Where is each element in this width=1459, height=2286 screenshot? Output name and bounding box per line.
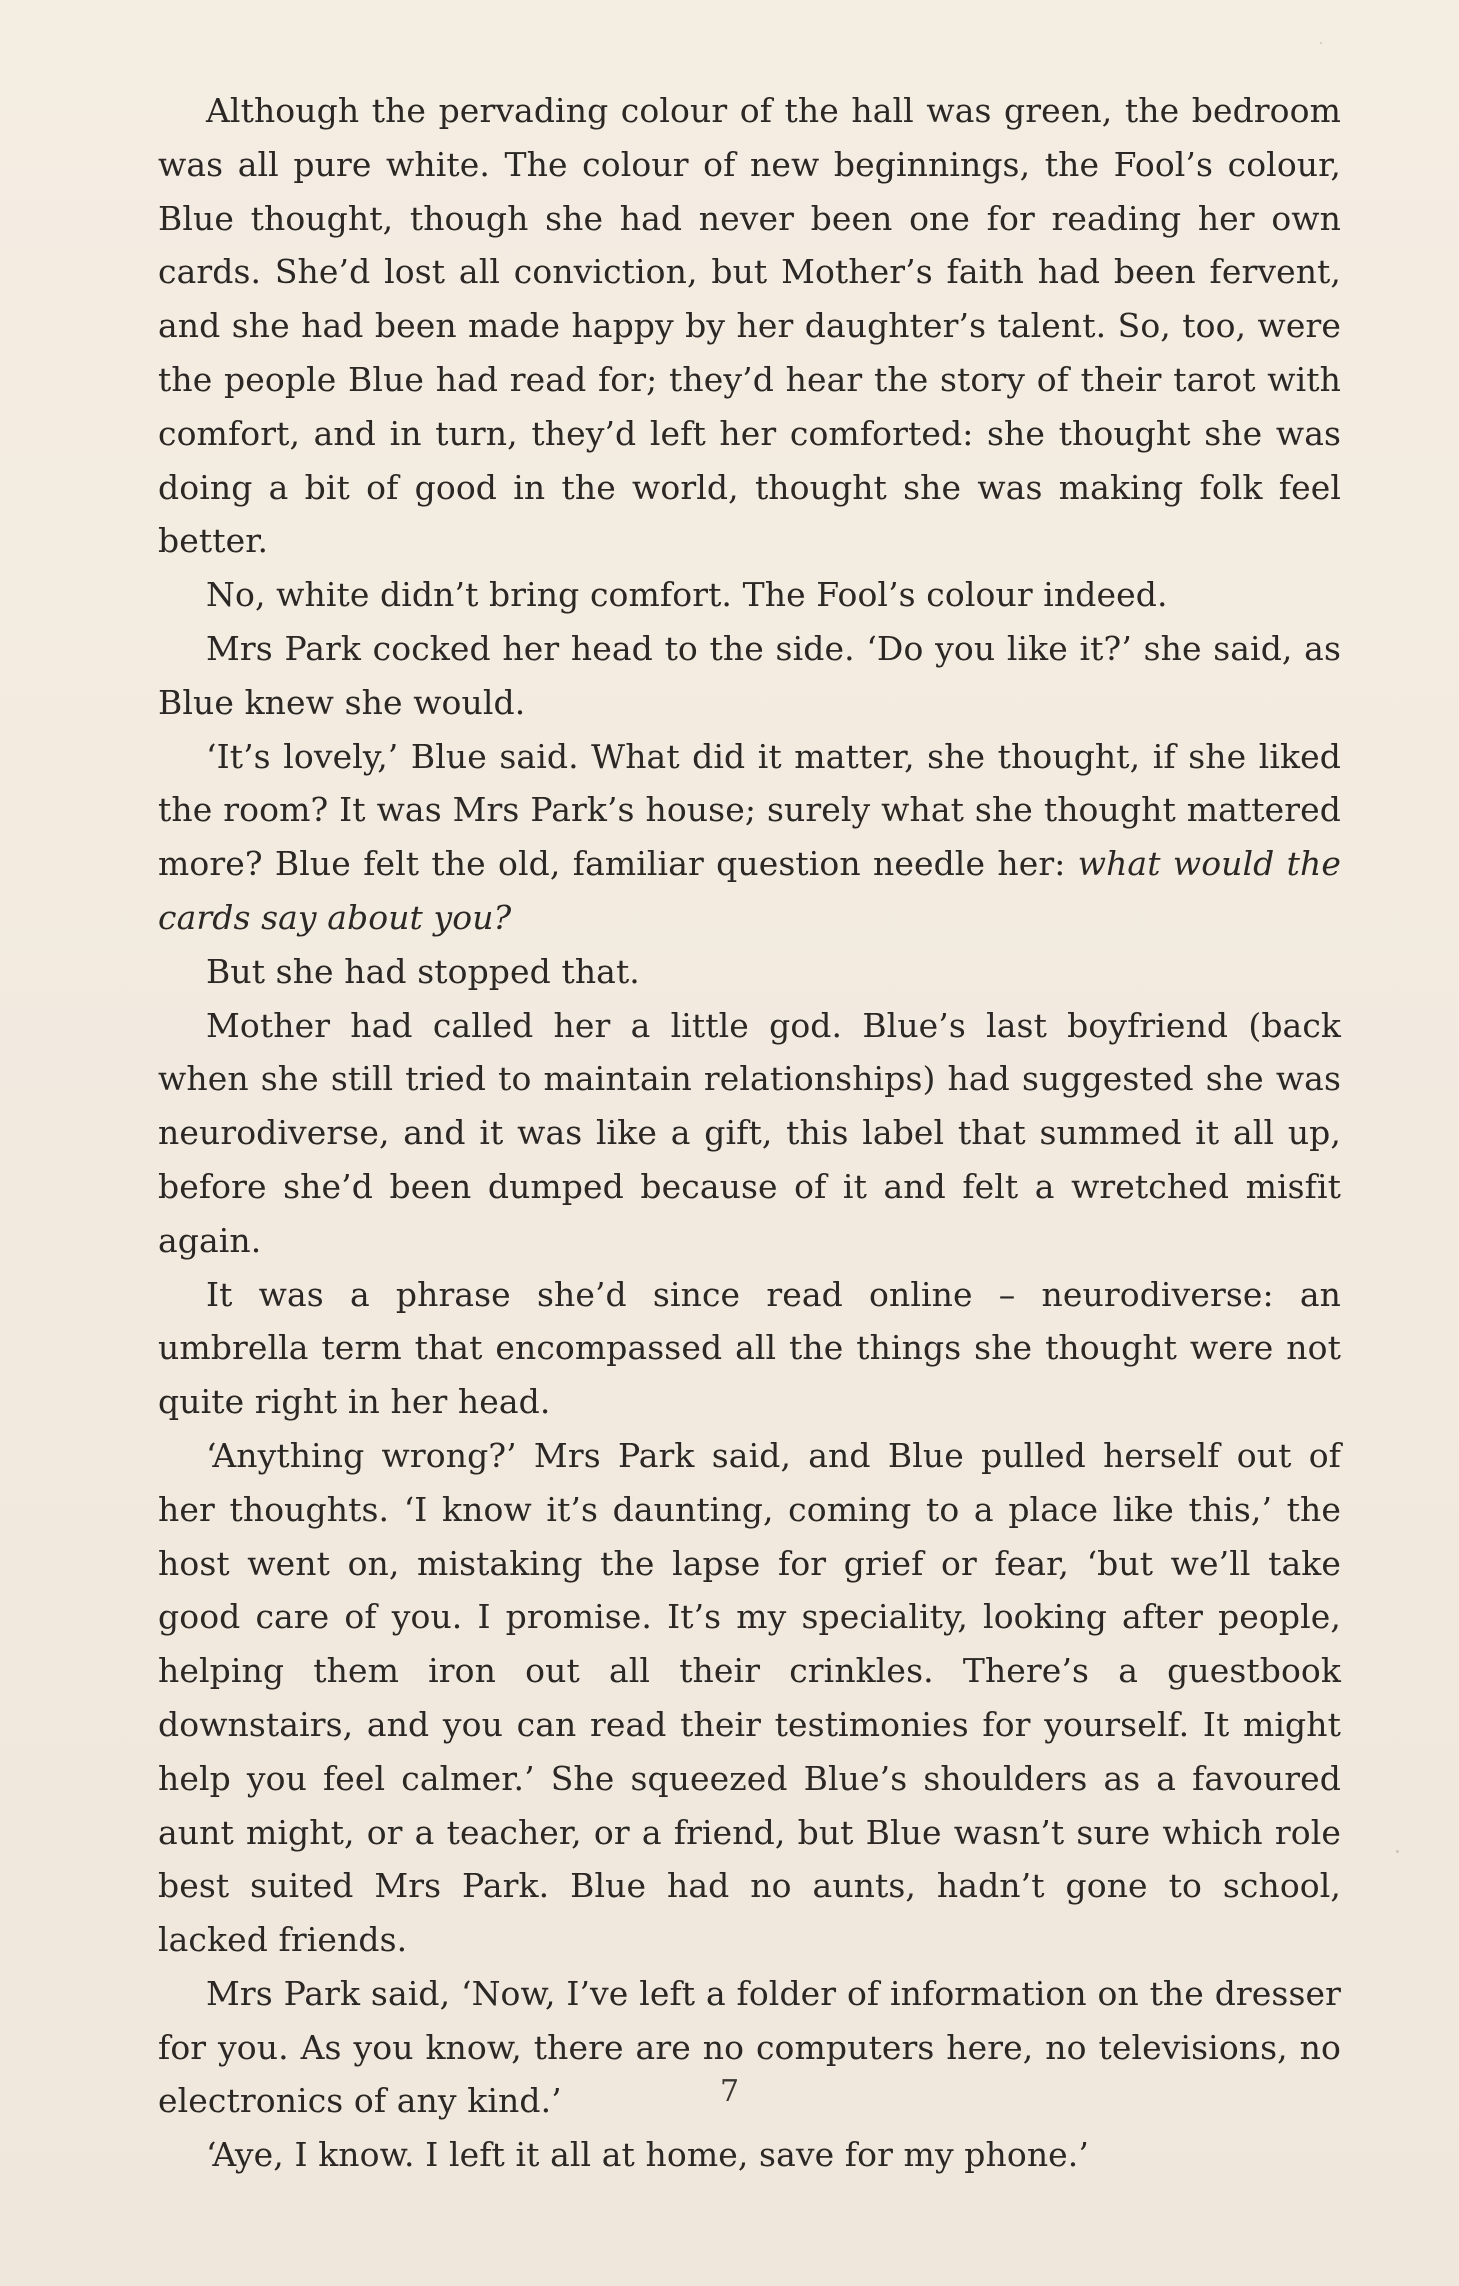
paragraph: ‘Anything wrong?’ Mrs Park said, and Blue pulled herself out of her thoughts. ‘I know it’s daunting, coming to a place like this,’ the host went on, mistaking the lapse for grief or fear, ‘but we’ll take good care of you. I promise. It’s my speciality, looking after people, helping them iron out all their crinkles. There’s a guestbook downstairs, and you can read their testimonies for yourself. It might help you feel calmer.’ She squeezed Blue’s shoulders as a favoured aunt might, or a teacher, or a friend, but Blue wasn’t sure which role best suited Mrs Park. Blue had no aunts, hadn’t gone to school, lacked friends. (158, 1435, 1341, 1960)
paragraph: Mrs Park said, ‘Now, I’ve left a folder of information on the dresser for you. As you know, there are no computers here, no televisions, no electronics of any kind.’ (158, 1973, 1341, 2121)
page-number: 7 (719, 2074, 740, 2109)
paragraph: Mother had called her a little god. Blue’s last boyfriend (back when she still tried to maintain relationships) had suggested she was neurodiverse, and it was like a gift, this label that summed it all up, before she’d been dumped because of it and felt a wretched misfit again. (158, 1005, 1341, 1260)
paragraph (158, 730, 1341, 945)
paragraph: Although the pervading colour of the hall was green, the bedroom was all pure white. The colour of new beginnings, the Fool’s colour, Blue thought, though she had never been one for reading her own cards. She’d lost all conviction, but Mother’s faith had been fervent, and she had been made happy by her daughter’s talent. So, too, were the people Blue had read for; they’d hear the story of their tarot with comfort, and in turn, they’d left her comforted: she thought she was doing a bit of good in the world, thought she was making folk feel better. (158, 91, 1341, 561)
paper-speck (1396, 1850, 1399, 1853)
paragraph: ‘Aye, I know. I left it all at home, save for my phone.’ (206, 2135, 1089, 2175)
paragraph: Mrs Park cocked her head to the side. ‘Do you like it?’ she said, as Blue knew she would. (158, 628, 1341, 722)
paragraph-text: ‘It’s lovely,’ Blue said. What did it matter, she thought, if she liked the room? It was Mrs Park’s house; surely what she thought mattered more? Blue felt the old, familiar question needle her: (158, 736, 1341, 884)
paper-speck (1320, 42, 1322, 44)
paragraph: It was a phrase she’d since read online – neurodiverse: an umbrella term that encompassed all the things she thought were not quite right in her head. (158, 1274, 1341, 1422)
paragraph: No, white didn’t bring comfort. The Fool’s colour indeed. (206, 575, 1168, 615)
paragraph: But she had stopped that. (206, 951, 640, 991)
body-text (158, 84, 1341, 2182)
italic-question: what would the cards say about you? (158, 844, 1342, 937)
